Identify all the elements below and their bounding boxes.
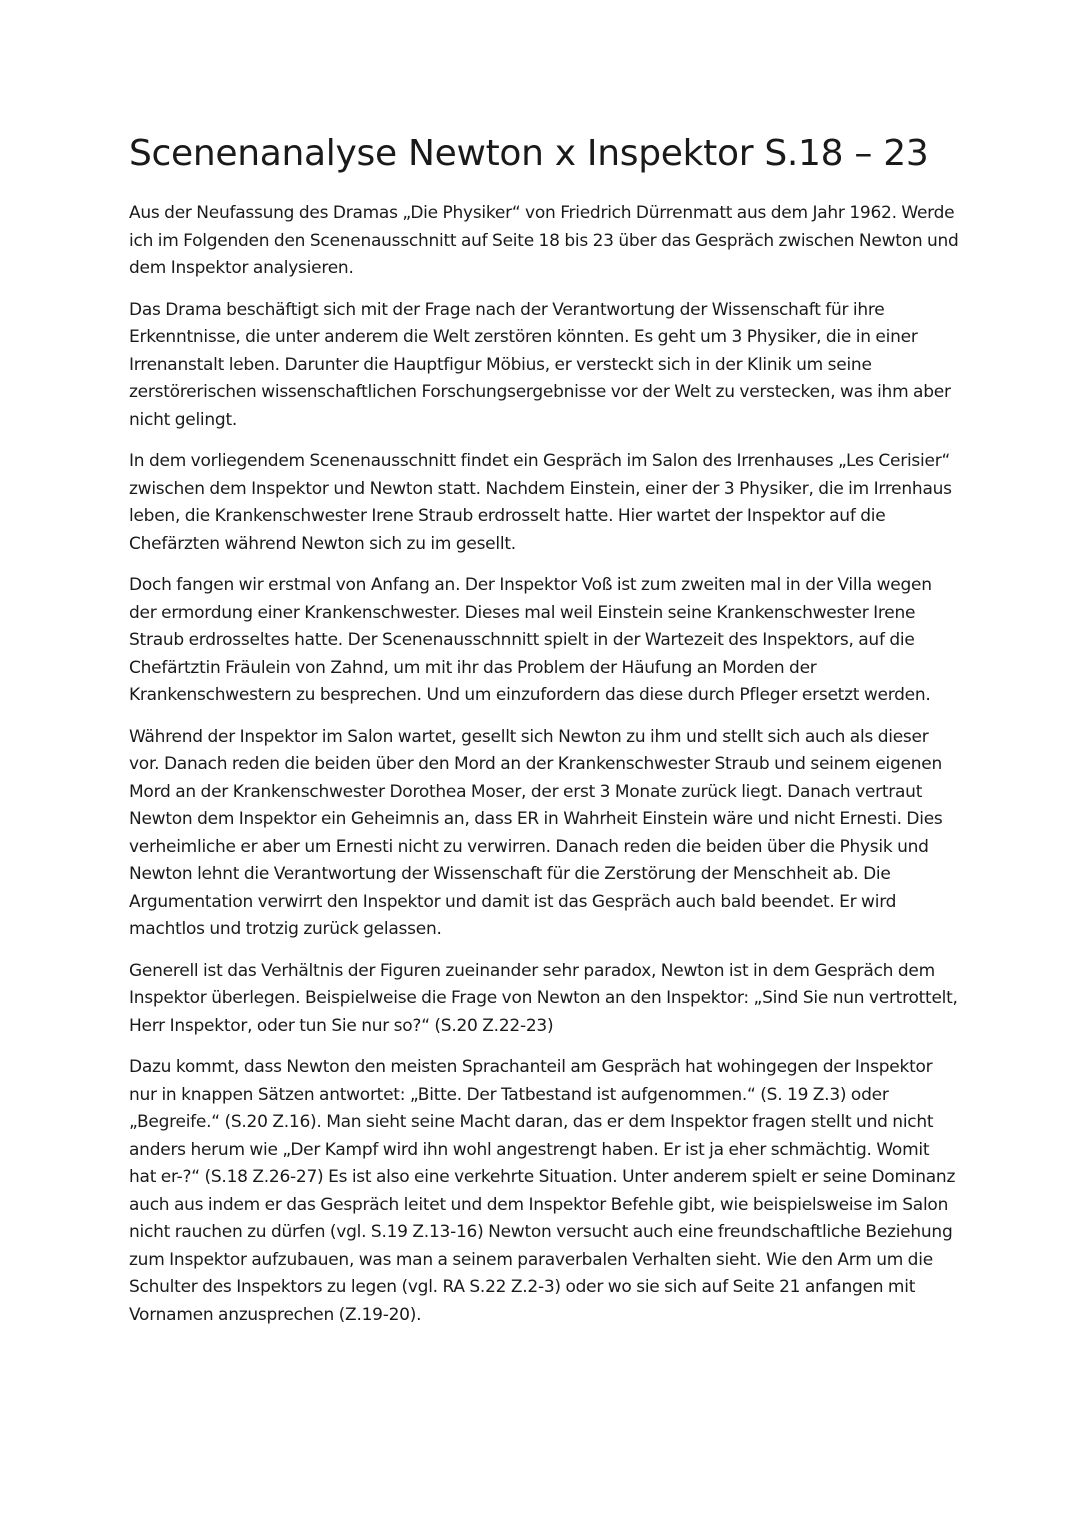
paragraph-drama-theme: Das Drama beschäftigt sich mit der Frage nach der Verantwortung der Wissenschaft für ihre Erkenntnisse, die unter anderem die Welt zerstören könnten. Es geht um 3 Physiker, die in einer Irrenanstalt leben. Darunter die Hauptfigur Möbius, er versteckt sich in der Klinik um seine zerstörerischen wissenschaftlichen Forschungsergebnisse vor der Welt zu verstecken, was ihm aber nicht gelingt. [129, 299, 951, 430]
paragraph-background: Doch fangen wir erstmal von Anfang an. Der Inspektor Voß ist zum zweiten mal in der Villa wegen der ermordung einer Krankenschwester. Dieses mal weil Einstein seine Krankenschwester Irene Straub erdrosseltes hatte. Der Scenenausschnnitt spielt in der Wartezeit des Inspektors, auf die Chefärtztin Fräulein von Zahnd, um mit ihr das Problem der Häufung an Morden der Krankenschwestern zu besprechen. Und um einzufordern das diese durch Pfleger ersetzt werden. [129, 575, 932, 705]
document-page [129, 128, 959, 1343]
document-title: Scenenanalyse Newton x Inspektor S.18 – 23 [129, 133, 929, 174]
paragraph-scene-setting: In dem vorliegendem Scenenausschnitt findet ein Gespräch im Salon des Irrenhauses „Les Cerisier“ zwischen dem Inspektor und Newton statt. Nachdem Einstein, einer der 3 Physiker, die im Irrenhaus leben, die Krankenschwester Irene Straub erdrosselt hatte. Hier wartet der Inspektor auf die Chefärzten während Newton sich zu im gesellt. [129, 451, 952, 554]
paragraph-relationship: Generell ist das Verhältnis der Figuren zueinander sehr paradox, Newton ist in dem Gespräch dem Inspektor überlegen. Beispielweise die Frage von Newton an den Inspektor: „Sind Sie nun vertrottelt, Herr Inspektor, oder tun Sie nur so?“ (S.20 Z.22-23) [129, 960, 958, 1036]
paragraph-intro: Aus der Neufassung des Dramas „Die Physiker“ von Friedrich Dürrenmatt aus dem Jahr 1962. Werde ich im Folgenden den Scenenausschnitt auf Seite 18 bis 23 über das Gespräch zwischen Newton und dem Inspektor analysieren. [129, 203, 959, 278]
paragraph-analysis: Dazu kommt, dass Newton den meisten Sprachanteil am Gespräch hat wohingegen der Inspektor nur in knappen Sätzen antwortet: „Bitte. Der Tatbestand ist aufgenommen.“ (S. 19 Z.3) oder „Begreife.“ (S.20 Z.16). Man sieht seine Macht daran, das er dem Inspektor fragen stellt und nicht anders herum wie „Der Kampf wird ihn wohl angestrengt haben. Er ist ja eher schmächtig. Womit hat er-?“ (S.18 Z.26-27) Es ist also eine verkehrte Situation. Unter anderem spielt er seine Dominanz auch aus indem er das Gespräch leitet und dem Inspektor Befehle gibt, wie beispielsweise im Salon nicht rauchen zu dürfen (vgl. S.19 Z.13-16) Newton versucht auch eine freundschaftliche Beziehung zum Inspektor aufzubauen, was man a seinem paraverbalen Verhalten sieht. Wie den Arm um die Schulter des Inspektors zu legen (vgl. RA S.22 Z.2-3) oder wo sie sich auf Seite 21 anfangen mit Vornamen anzusprechen (Z.19-20). [129, 1057, 956, 1325]
paragraph-summary: Während der Inspektor im Salon wartet, gesellt sich Newton zu ihm und stellt sich auch als dieser vor. Danach reden die beiden über den Mord an der Krankenschwester Straub und seinem eigenen Mord an der Krankenschwester Dorothea Moser, der erst 3 Monate zurück liegt. Danach vertraut Newton dem Inspektor ein Geheimnis an, dass ER in Wahrheit Einstein wäre und nicht Ernesti. Dies verheimliche er aber um Ernesti nicht zu verwirren. Danach reden die beiden über die Physik und Newton lehnt die Verantwortung der Wissenschaft für die Zerstörung der Menschheit ab. Die Argumentation verwirrt den Inspektor und damit ist das Gespräch auch bald beendet. Er wird machtlos und trotzig zurück gelassen. [129, 726, 943, 939]
